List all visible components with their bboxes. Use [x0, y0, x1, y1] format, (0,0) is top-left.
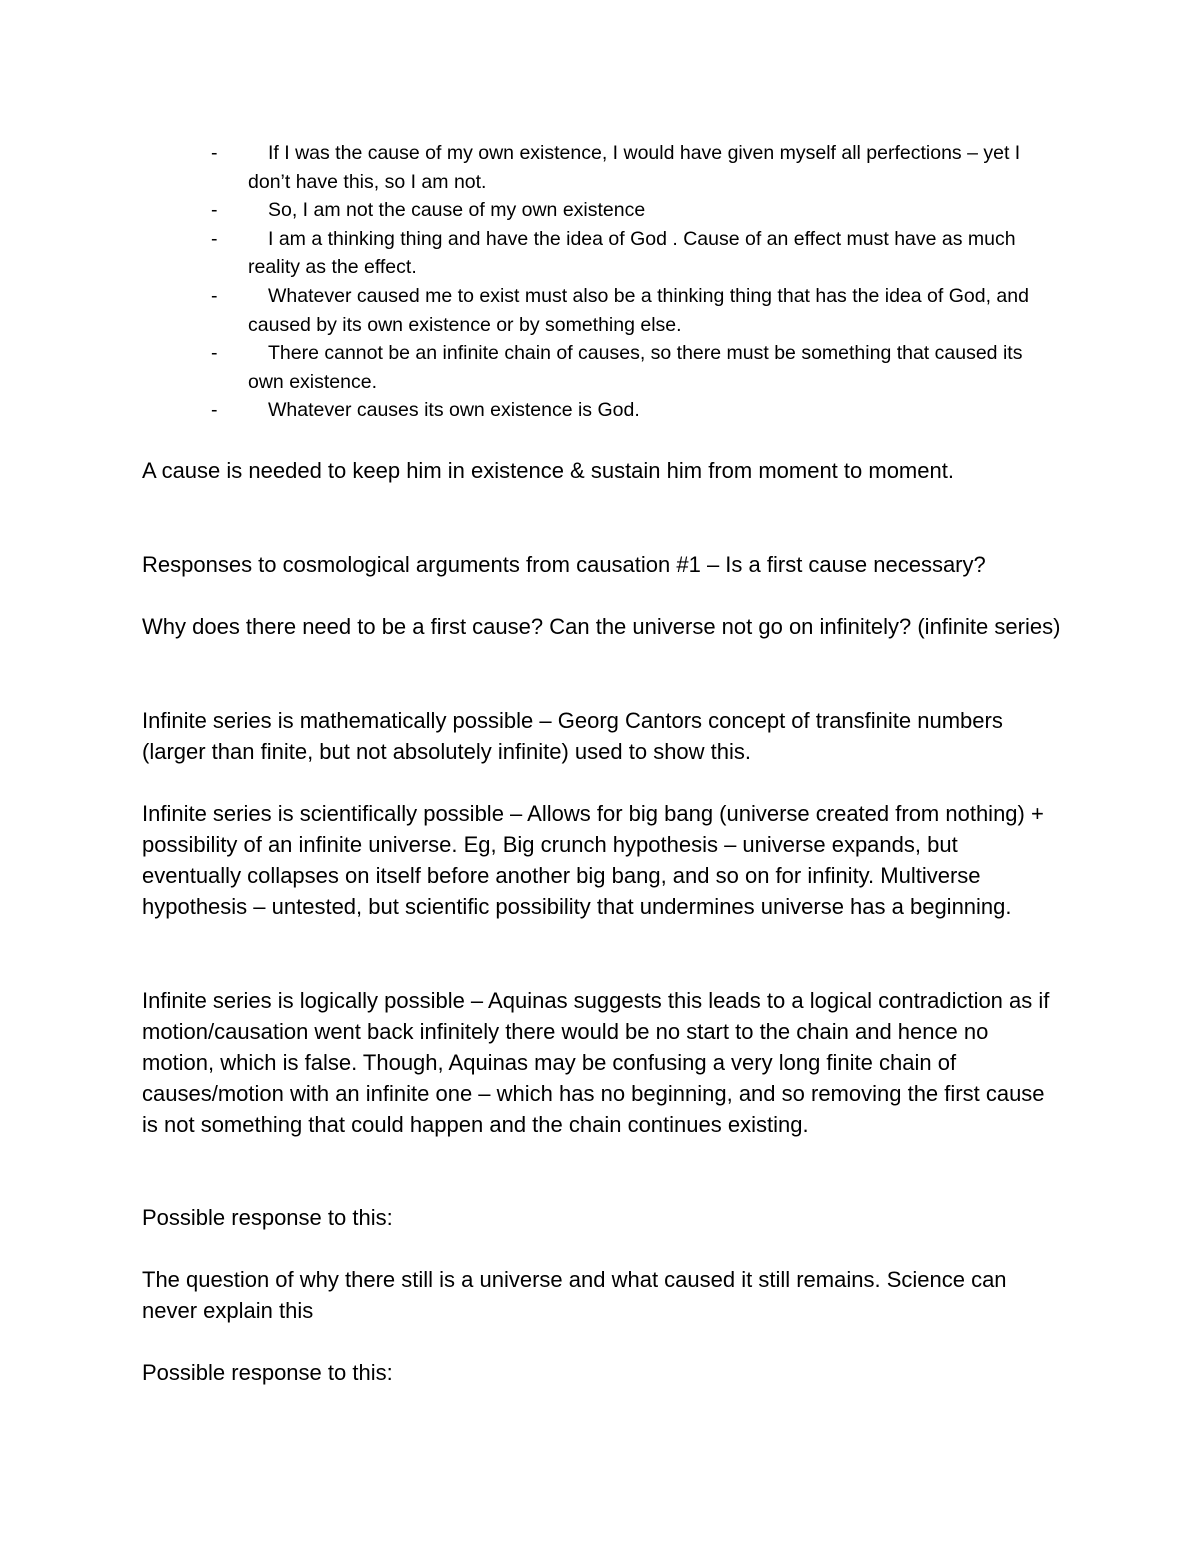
science-remains-paragraph: The question of why there still is a universe and what caused it still remains. Science can never explain this: [142, 1267, 1007, 1323]
list-item-text: There cannot be an infinite chain of causes, so there must be something that caused its own existence.: [248, 342, 1023, 393]
list-item: [0, 396, 1200, 425]
section-heading: Responses to cosmological arguments from causation #1 – Is a first cause necessary?: [142, 552, 986, 577]
bullet-dash: -: [211, 399, 218, 422]
argument-bullet-list: [0, 139, 1200, 425]
list-item-text: Whatever causes its own existence is God.: [268, 399, 640, 422]
possible-response-label-1: Possible response to this:: [142, 1205, 393, 1230]
list-item: [0, 196, 1200, 225]
list-item-text: If I was the cause of my own existence, I would have given myself all perfections – yet I don’t have this, so I am not.: [248, 142, 1021, 193]
sustain-paragraph: A cause is needed to keep him in existence & sustain him from moment to moment.: [142, 458, 954, 483]
list-item-text: Whatever caused me to exist must also be a thinking thing that has the idea of God, and caused by its own existence or by something else.: [248, 284, 1029, 336]
bullet-dash: -: [211, 227, 218, 250]
list-item: [0, 139, 1200, 196]
bullet-dash: -: [211, 342, 218, 365]
bullet-dash: -: [211, 284, 218, 307]
logical-possibility-paragraph: Infinite series is logically possible – Aquinas suggests this leads to a logical contradiction as if motion/causation went back infinitely there would be no start to the chain and hence no motion, which is false. Though, Aquinas may be confusing a very long finite chain of causes/motion with an infinite one – which has no beginning, and so removing the first cause is not something that could happen and the chain continues existing.: [142, 988, 1050, 1137]
bullet-dash: -: [211, 199, 218, 222]
scientific-possibility-paragraph: Infinite series is scientifically possible – Allows for big bang (universe created from nothing) + possibility of an infinite universe. Eg, Big crunch hypothesis – universe expands, but eventually collapses on itself before another big bang, and so on for infinity. Multiverse hypothesis – untested, but scientific possibility that undermines universe has a beginning.: [142, 801, 1044, 919]
list-item-text: I am a thinking thing and have the idea of God . Cause of an effect must have as much reality as the effect.: [248, 227, 1016, 279]
list-item: [0, 339, 1200, 396]
list-item: [0, 282, 1200, 339]
possible-response-label-2: Possible response to this:: [142, 1360, 393, 1385]
bullet-dash: -: [211, 142, 218, 164]
mathematical-possibility-paragraph: Infinite series is mathematically possible – Georg Cantors concept of transfinite numbers (larger than finite, but not absolutely infinite) used to show this.: [142, 708, 1003, 764]
list-item-text: So, I am not the cause of my own existence: [268, 199, 646, 222]
list-item: [0, 225, 1200, 282]
first-cause-question-paragraph: Why does there need to be a first cause? Can the universe not go on infinitely? (infinite series): [142, 614, 1061, 639]
